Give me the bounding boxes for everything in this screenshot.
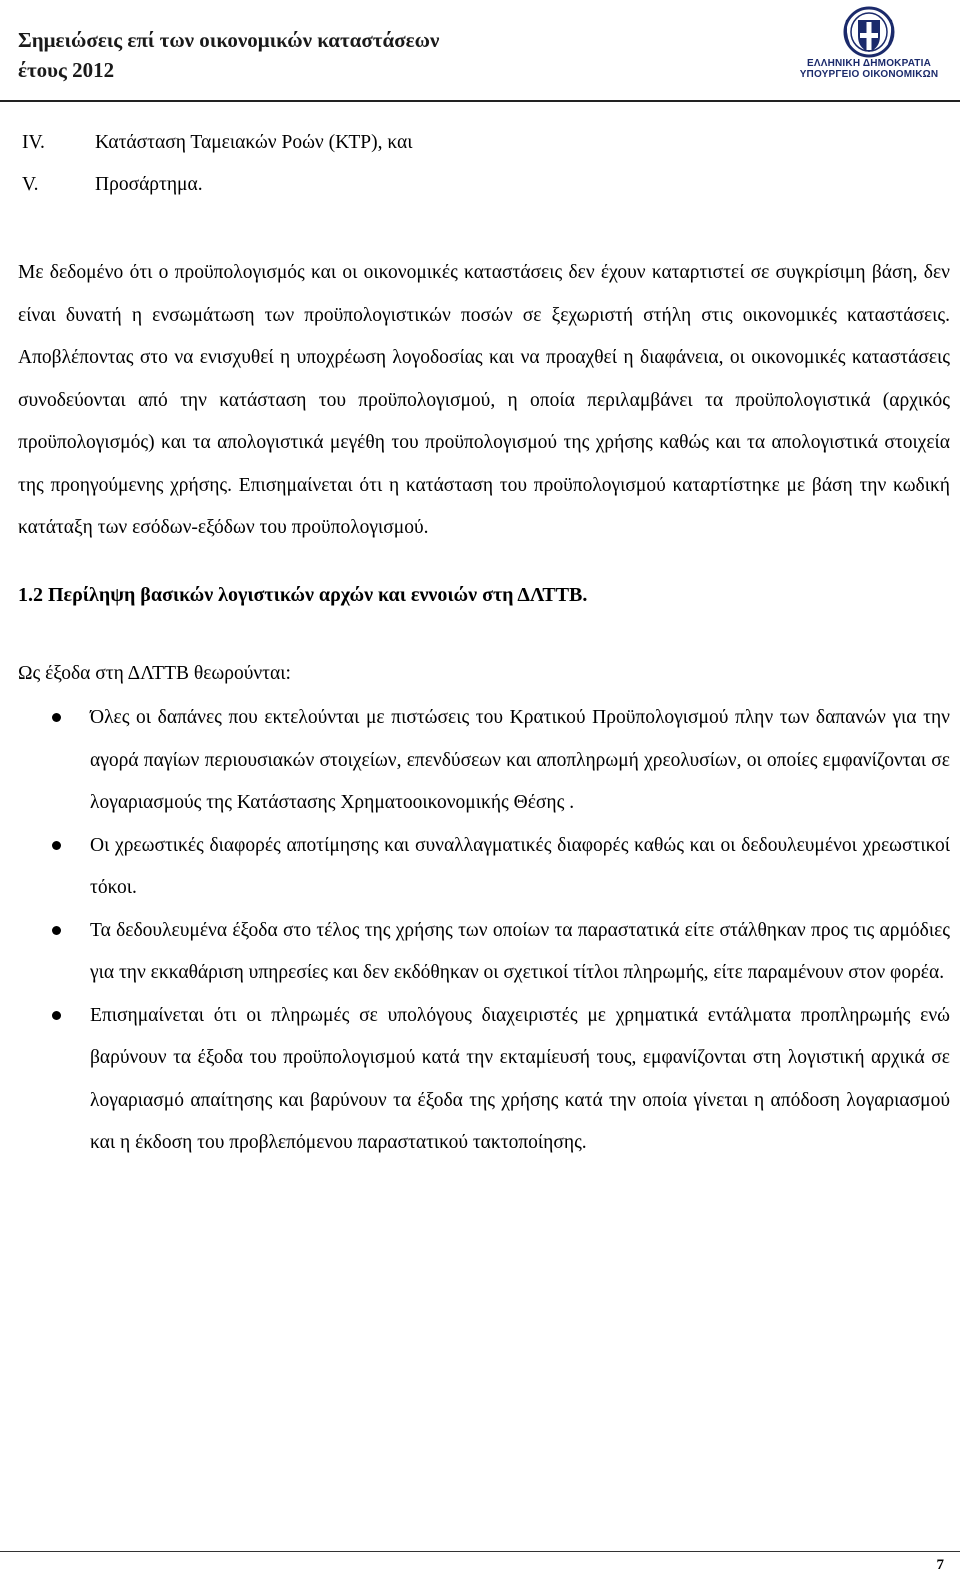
list-item — [18, 910, 950, 995]
logo-line-1: ΕΛΛΗΝΙΚΗ ΔΗΜΟΚΡΑΤΙΑ — [806, 58, 932, 69]
section-heading: 1.2 Περίληψη βασικών λογιστικών αρχών και εννοιών στη ΔΛΤΤΒ. — [18, 583, 588, 606]
intro-line: Ως έξοδα στη ΔΛΤΤΒ θεωρούνται: — [18, 662, 291, 684]
bullet-icon — [52, 926, 61, 935]
page-header — [0, 0, 960, 100]
greek-coat-of-arms-icon — [841, 6, 897, 58]
document-title — [18, 25, 439, 85]
bullet-icon — [52, 841, 61, 850]
bullet-list — [18, 697, 950, 1165]
header-divider — [0, 100, 960, 102]
list-item — [18, 995, 950, 1165]
logo-line-2: ΥΠΟΥΡΓΕΙΟ ΟΙΚΟΝΟΜΙΚΩΝ — [799, 69, 939, 80]
roman-list-item — [18, 164, 950, 206]
bullet-text: Τα δεδουλευμένα έξοδα στο τέλος της χρήσης των οποίων τα παραστατικά είτε στάλθηκαν προς τις αρμόδιες για την εκκαθάριση υπηρεσίες και δεν εκδόθηκαν οι σχετικοί τίτλοι πληρωμής, είτε παραμένουν στον φορέα. — [90, 919, 950, 983]
roman-numeral: V. — [22, 174, 39, 195]
roman-item-text: Προσάρτημα. — [95, 174, 203, 195]
list-item — [18, 697, 950, 825]
bullet-icon — [52, 1011, 61, 1020]
page-content — [18, 122, 950, 1165]
roman-list-item — [18, 122, 950, 164]
body-paragraph: Με δεδομένο ότι ο προϋπολογισμός και οι οικονομικές καταστάσεις δεν έχουν καταρτιστεί σε συγκρίσιμη βάση, δεν είναι δυνατή η ενσωμάτωση των προϋπολογιστικών ποσών σε ξεχωριστή στήλη στις οικονομικές καταστάσεις. Αποβλέποντας στο να ενισχυθεί η υποχρέωση λογοδοσίας και να προαχθεί η διαφάνεια, οι οικονομικές καταστάσεις συνοδεύονται από την κατάσταση του προϋπολογισμού, η οποία περιλαμβάνει τα προϋπολογιστικά (αρχικός προϋπολογισμός) και τα απολογιστικά μεγέθη του προϋπολογισμού της χρήσης καθώς και τα απολογιστικά στοιχεία της προηγούμενης χρήσης. Επισημαίνεται ότι η κατάσταση του προϋπολογισμού καταρτίστηκε με βάση την κωδική κατάταξη των εσόδων-εξόδων του προϋπολογισμού. — [18, 262, 950, 538]
roman-item-text: Κατάσταση Ταμειακών Ροών (ΚΤΡ), και — [95, 132, 413, 153]
bullet-text: Όλες οι δαπάνες που εκτελούνται με πιστώσεις του Κρατικού Προϋπολογισμού πλην των δαπανών για την αγορά παγίων περιουσιακών στοιχείων, επενδύσεων και αποπληρωμή χρεολυσίων, οι οποίες εμφανίζονται σε λογαριασμούς της Κατάστασης Χρηματοοικονομικής Θέσης . — [90, 707, 950, 813]
page-number: 7 — [936, 1557, 944, 1573]
ministry-logo — [784, 6, 954, 86]
bullet-text: Οι χρεωστικές διαφορές αποτίμησης και συναλλαγματικές διαφορές καθώς και οι δεδουλευμένοι χρεωστικοί τόκοι. — [90, 834, 950, 898]
bullet-icon — [52, 713, 61, 722]
list-item — [18, 825, 950, 910]
title-line-1: Σημειώσεις επί των οικονομικών καταστάσεων — [18, 28, 440, 52]
title-line-2: έτους 2012 — [18, 58, 115, 82]
footer-divider — [0, 1551, 960, 1552]
bullet-text: Επισημαίνεται ότι οι πληρωμές σε υπολόγους διαχειριστές με χρηματικά εντάλματα προπληρωμής ενώ βαρύνουν τα έξοδα του προϋπολογισμού κατά την εκταμίευσή τους, εμφανίζονται στη λογιστική αρχικά σε λογαριασμό απαίτησης και βαρύνουν τα έξοδα της χρήσης κατά την οποία γίνεται η απόδοση λογαριασμού και η έκδοση του προβλεπόμενου παραστατικού τακτοποίησης. — [90, 1004, 950, 1153]
roman-numeral: IV. — [22, 132, 45, 153]
